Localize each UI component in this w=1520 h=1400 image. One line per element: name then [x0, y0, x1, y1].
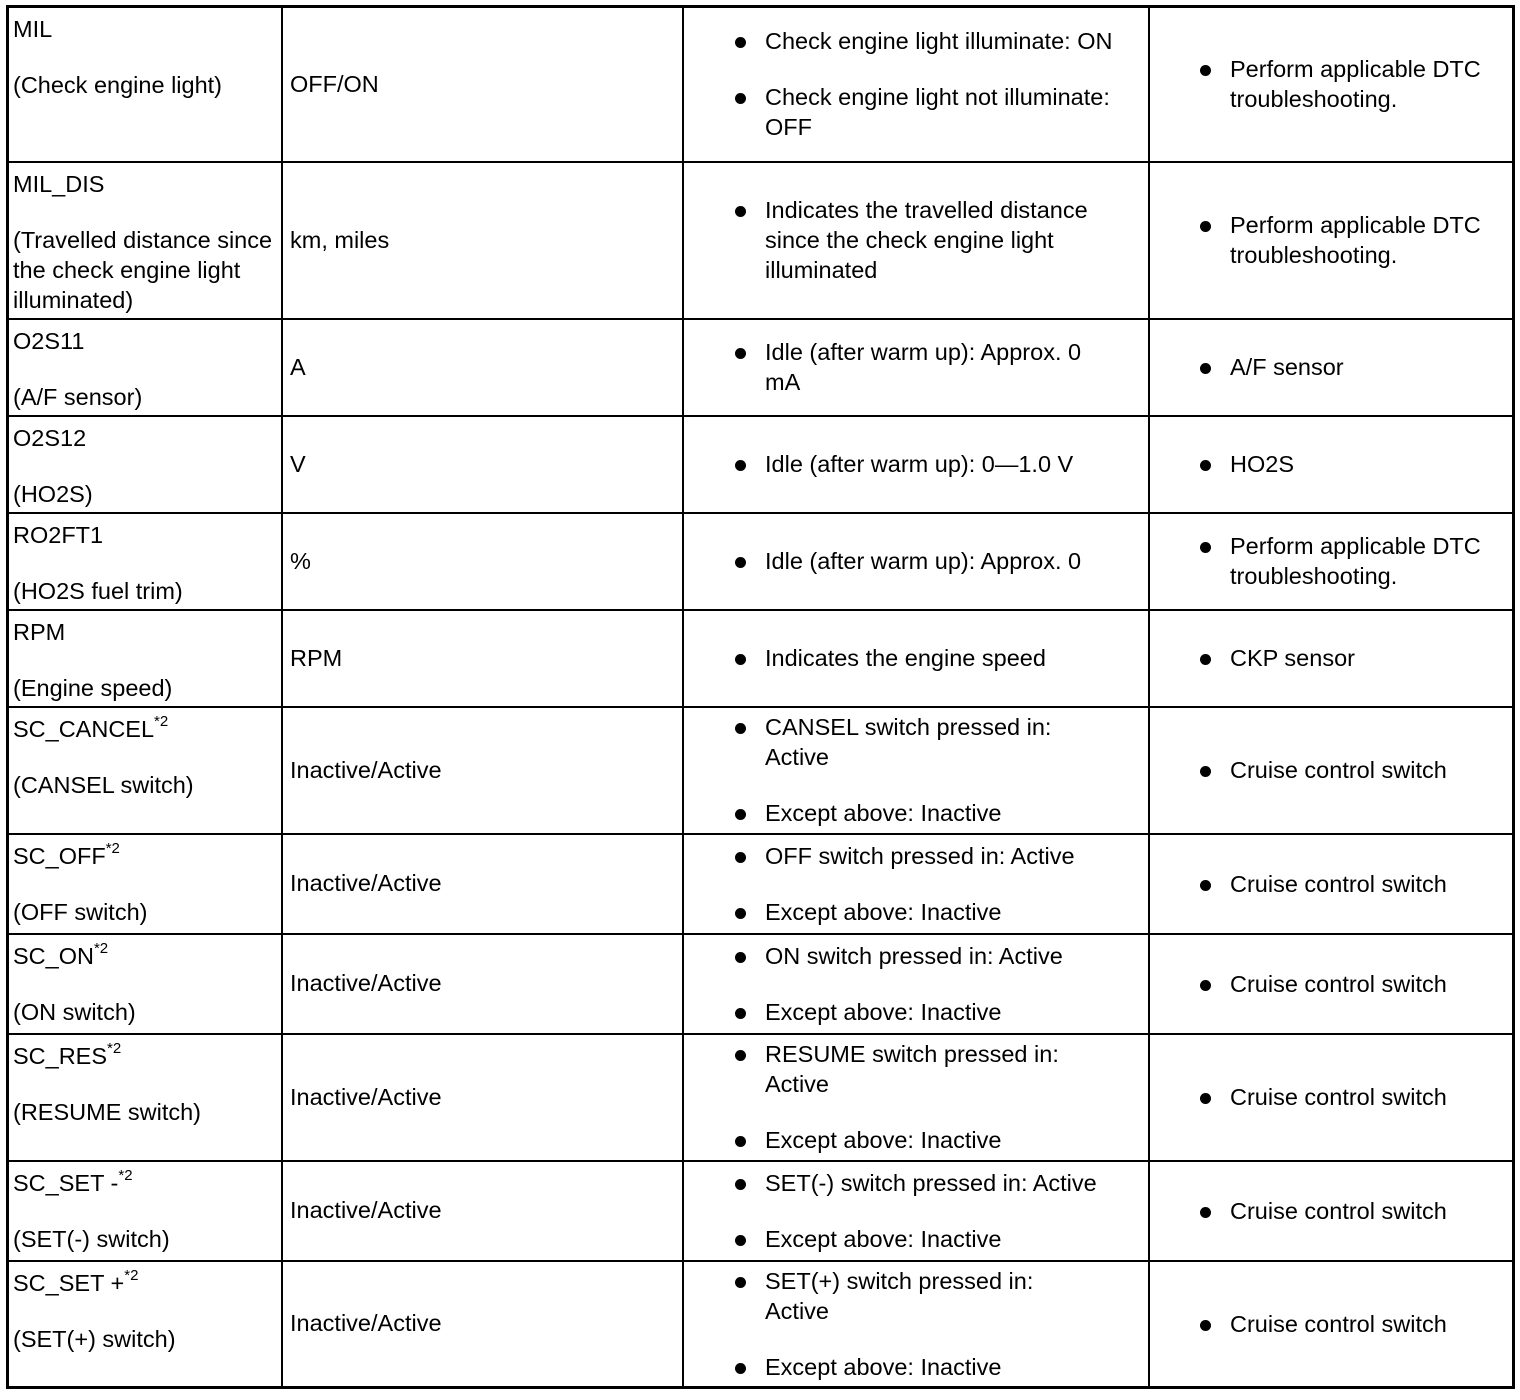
value-cell [683, 1261, 1149, 1388]
bullet-text: Cruise control switch [1230, 1197, 1447, 1224]
bullet-text: Except above: Inactive [765, 800, 1002, 826]
bullet-dot-icon [735, 952, 746, 963]
check-cell [1149, 1161, 1514, 1261]
bullet-dot-icon [735, 852, 746, 863]
item-name: SC_CANCEL [13, 715, 155, 742]
bullet-dot-icon [1200, 766, 1211, 777]
bullet-item [684, 337, 1115, 397]
check-cell [1149, 319, 1514, 416]
check-cell [1149, 834, 1514, 934]
bullet-dot-icon [735, 93, 746, 104]
unit-text: Inactive/Active [290, 870, 442, 896]
value-cell [683, 319, 1149, 416]
item-cell [8, 1261, 283, 1388]
bullet-item [1150, 531, 1512, 591]
item-cell [8, 416, 283, 513]
bullet-text: Except above: Inactive [765, 898, 1002, 925]
unit-text: V [290, 450, 306, 477]
unit-cell [282, 707, 683, 834]
value-cell [683, 7, 1149, 162]
item-cell [8, 1161, 283, 1261]
item-cell [8, 1034, 283, 1161]
bullet-text: Cruise control switch [1230, 870, 1447, 897]
bullet-item [1150, 54, 1512, 114]
item-description: (A/F sensor) [13, 383, 143, 410]
bullet-text: Perform applicable DTC troubleshooting. [1230, 533, 1481, 589]
bullet-item [684, 841, 1115, 871]
bullet-text: Cruise control switch [1230, 970, 1447, 997]
bullet-item [684, 82, 1115, 142]
bullet-dot-icon [735, 1235, 746, 1246]
bullet-dot-icon [735, 809, 746, 820]
bullet-text: Cruise control switch [1230, 757, 1447, 783]
value-cell [683, 610, 1149, 707]
item-cell [8, 934, 283, 1034]
unit-text: Inactive/Active [290, 970, 442, 996]
bullet-dot-icon [735, 1008, 746, 1019]
bullet-item [1150, 969, 1512, 999]
bullet-item [1150, 755, 1512, 785]
check-cell [1149, 416, 1514, 513]
bullet-item [684, 195, 1115, 285]
unit-cell [282, 1261, 683, 1388]
table-row [8, 1161, 1514, 1261]
item-cell [8, 7, 283, 162]
bullet-text: A/F sensor [1230, 354, 1344, 380]
item-description: (RESUME switch) [13, 1098, 202, 1125]
bullet-item [1150, 1309, 1512, 1339]
check-cell [1149, 7, 1514, 162]
bullet-item [684, 1224, 1135, 1254]
item-description: (Travelled distance since the check engine light illuminated) [13, 226, 273, 313]
table-row [8, 1034, 1514, 1161]
table-row [8, 707, 1514, 834]
bullet-text: Except above: Inactive [765, 1353, 1002, 1380]
unit-cell [282, 7, 683, 162]
unit-cell [282, 1034, 683, 1161]
bullet-dot-icon [735, 206, 746, 217]
table-row [8, 513, 1514, 610]
bullet-dot-icon [735, 723, 746, 734]
value-cell [683, 513, 1149, 610]
item-description: (ON switch) [13, 998, 136, 1025]
table-row [8, 319, 1514, 416]
bullet-item [1150, 643, 1512, 673]
item-name: O2S12 [13, 424, 87, 451]
bullet-text: Except above: Inactive [765, 998, 1002, 1025]
bullet-dot-icon [735, 1136, 746, 1147]
bullet-text: SET(-) switch pressed in: Active [765, 1169, 1097, 1196]
item-cell [8, 162, 283, 319]
item-footnote-mark: *2 [107, 1039, 122, 1057]
unit-cell [282, 1161, 683, 1261]
bullet-item [684, 1039, 1085, 1099]
unit-cell [282, 319, 683, 416]
bullet-text: CANSEL switch pressed in: Active [765, 714, 1052, 770]
table-row [8, 610, 1514, 707]
bullet-item [684, 26, 1115, 56]
item-cell [8, 513, 283, 610]
bullet-dot-icon [735, 1363, 746, 1374]
bullet-item [1150, 869, 1512, 899]
bullet-text: Check engine light not illuminate: OFF [765, 84, 1110, 141]
bullet-item [684, 449, 1115, 479]
unit-cell [282, 834, 683, 934]
unit-text: km, miles [290, 226, 390, 253]
bullet-item [1150, 1196, 1512, 1226]
bullet-text: SET(+) switch pressed in: Active [765, 1267, 1034, 1324]
bullet-text: Cruise control switch [1230, 1310, 1447, 1337]
item-description: (SET(+) switch) [13, 1325, 176, 1352]
bullet-item [684, 546, 1115, 576]
bullet-item [684, 1125, 1085, 1155]
bullet-dot-icon [1200, 654, 1211, 665]
bullet-text: HO2S [1230, 451, 1294, 477]
unit-text: Inactive/Active [290, 1083, 442, 1110]
unit-text: Inactive/Active [290, 756, 442, 783]
bullet-item [1150, 352, 1512, 382]
check-cell [1149, 1261, 1514, 1388]
item-cell [8, 610, 283, 707]
bullet-dot-icon [735, 460, 746, 471]
bullet-item [684, 643, 1115, 673]
table-row [8, 416, 1514, 513]
bullet-dot-icon [1200, 880, 1211, 891]
item-description: (HO2S) [13, 480, 93, 507]
bullet-item [684, 1168, 1135, 1198]
item-cell [8, 707, 283, 834]
item-footnote-mark: *2 [93, 939, 109, 957]
item-cell [8, 834, 283, 934]
bullet-dot-icon [735, 1277, 746, 1288]
unit-text: RPM [290, 644, 343, 671]
value-cell [683, 1034, 1149, 1161]
item-name: O2S11 [13, 327, 85, 354]
bullet-item [684, 997, 1115, 1027]
value-cell [683, 416, 1149, 513]
value-cell [683, 834, 1149, 934]
value-cell [683, 707, 1149, 834]
bullet-dot-icon [1200, 1207, 1211, 1218]
bullet-dot-icon [735, 1179, 746, 1190]
unit-cell [282, 934, 683, 1034]
item-footnote-mark: *2 [154, 712, 169, 730]
item-footnote-mark: *2 [124, 1266, 139, 1284]
bullet-item [684, 712, 1085, 772]
bullet-dot-icon [735, 37, 746, 48]
bullet-text: Indicates the engine speed [765, 645, 1046, 671]
item-name: SC_ON [13, 942, 94, 969]
bullet-item [684, 798, 1085, 828]
unit-text: OFF/ON [290, 70, 379, 97]
item-name: SC_SET - [13, 1169, 119, 1196]
bullet-dot-icon [1200, 363, 1211, 374]
bullet-dot-icon [735, 908, 746, 919]
bullet-text: Perform applicable DTC troubleshooting. [1230, 56, 1481, 113]
bullet-item [684, 941, 1115, 971]
value-cell [683, 162, 1149, 319]
check-cell [1149, 934, 1514, 1034]
item-name: MIL_DIS [13, 170, 105, 197]
item-name: MIL [13, 16, 53, 42]
bullet-dot-icon [735, 1050, 746, 1061]
check-cell [1149, 1034, 1514, 1161]
bullet-item [684, 1352, 1065, 1382]
bullet-dot-icon [735, 348, 746, 359]
bullet-item [1150, 1082, 1512, 1112]
bullet-dot-icon [1200, 1093, 1211, 1104]
item-footnote-mark: *2 [118, 1166, 133, 1184]
bullet-text: Check engine light illuminate: ON [765, 28, 1113, 55]
bullet-text: OFF switch pressed in: Active [765, 842, 1075, 869]
bullet-item [684, 1266, 1065, 1326]
item-cell [8, 319, 283, 416]
item-name: SC_RES [13, 1042, 108, 1069]
item-footnote-mark: *2 [105, 839, 120, 857]
bullet-text: Perform applicable DTC troubleshooting. [1230, 212, 1481, 268]
value-cell [683, 1161, 1149, 1261]
check-cell [1149, 610, 1514, 707]
bullet-text: Idle (after warm up): Approx. 0 mA [765, 339, 1082, 395]
bullet-dot-icon [1200, 1320, 1211, 1331]
bullet-item [684, 897, 1115, 927]
bullet-text: CKP sensor [1230, 645, 1355, 671]
monitor-item-table [6, 5, 1515, 1389]
bullet-text: Except above: Inactive [765, 1127, 1002, 1153]
item-description: (HO2S fuel trim) [13, 577, 183, 604]
item-description: (Engine speed) [13, 674, 173, 701]
unit-cell [282, 513, 683, 610]
item-name: RPM [13, 618, 66, 645]
item-name: SC_OFF [13, 842, 106, 869]
bullet-text: RESUME switch pressed in: Active [765, 1041, 1059, 1097]
table-row [8, 1261, 1514, 1388]
item-name: SC_SET + [13, 1269, 125, 1296]
bullet-text: Except above: Inactive [765, 1225, 1002, 1252]
item-description: (OFF switch) [13, 898, 148, 925]
bullet-item [1150, 210, 1512, 270]
unit-text: A [290, 353, 306, 380]
bullet-text: ON switch pressed in: Active [765, 942, 1063, 969]
table-row [8, 7, 1514, 162]
table-row [8, 834, 1514, 934]
bullet-text: Cruise control switch [1230, 1084, 1447, 1110]
check-cell [1149, 513, 1514, 610]
item-description: (SET(-) switch) [13, 1225, 170, 1252]
bullet-dot-icon [1200, 980, 1211, 991]
bullet-dot-icon [735, 654, 746, 665]
bullet-dot-icon [1200, 460, 1211, 471]
bullet-text: Indicates the travelled distance since the check engine light illuminated [765, 197, 1088, 283]
bullet-item [1150, 449, 1512, 479]
unit-cell [282, 162, 683, 319]
unit-text: % [290, 547, 311, 574]
bullet-dot-icon [1200, 542, 1211, 553]
item-name: RO2FT1 [13, 521, 104, 548]
table-row [8, 162, 1514, 319]
bullet-text: Idle (after warm up): 0—1.0 V [765, 451, 1074, 477]
item-description: (CANSEL switch) [13, 771, 194, 798]
item-description: (Check engine light) [13, 72, 222, 98]
bullet-text: Idle (after warm up): Approx. 0 [765, 548, 1082, 574]
bullet-dot-icon [1200, 221, 1211, 232]
bullet-dot-icon [735, 557, 746, 568]
check-cell [1149, 707, 1514, 834]
unit-text: Inactive/Active [290, 1310, 442, 1337]
value-cell [683, 934, 1149, 1034]
check-cell [1149, 162, 1514, 319]
unit-text: Inactive/Active [290, 1197, 442, 1223]
table-row [8, 934, 1514, 1034]
bullet-dot-icon [1200, 65, 1211, 76]
unit-cell [282, 610, 683, 707]
table-body [8, 7, 1514, 1388]
unit-cell [282, 416, 683, 513]
